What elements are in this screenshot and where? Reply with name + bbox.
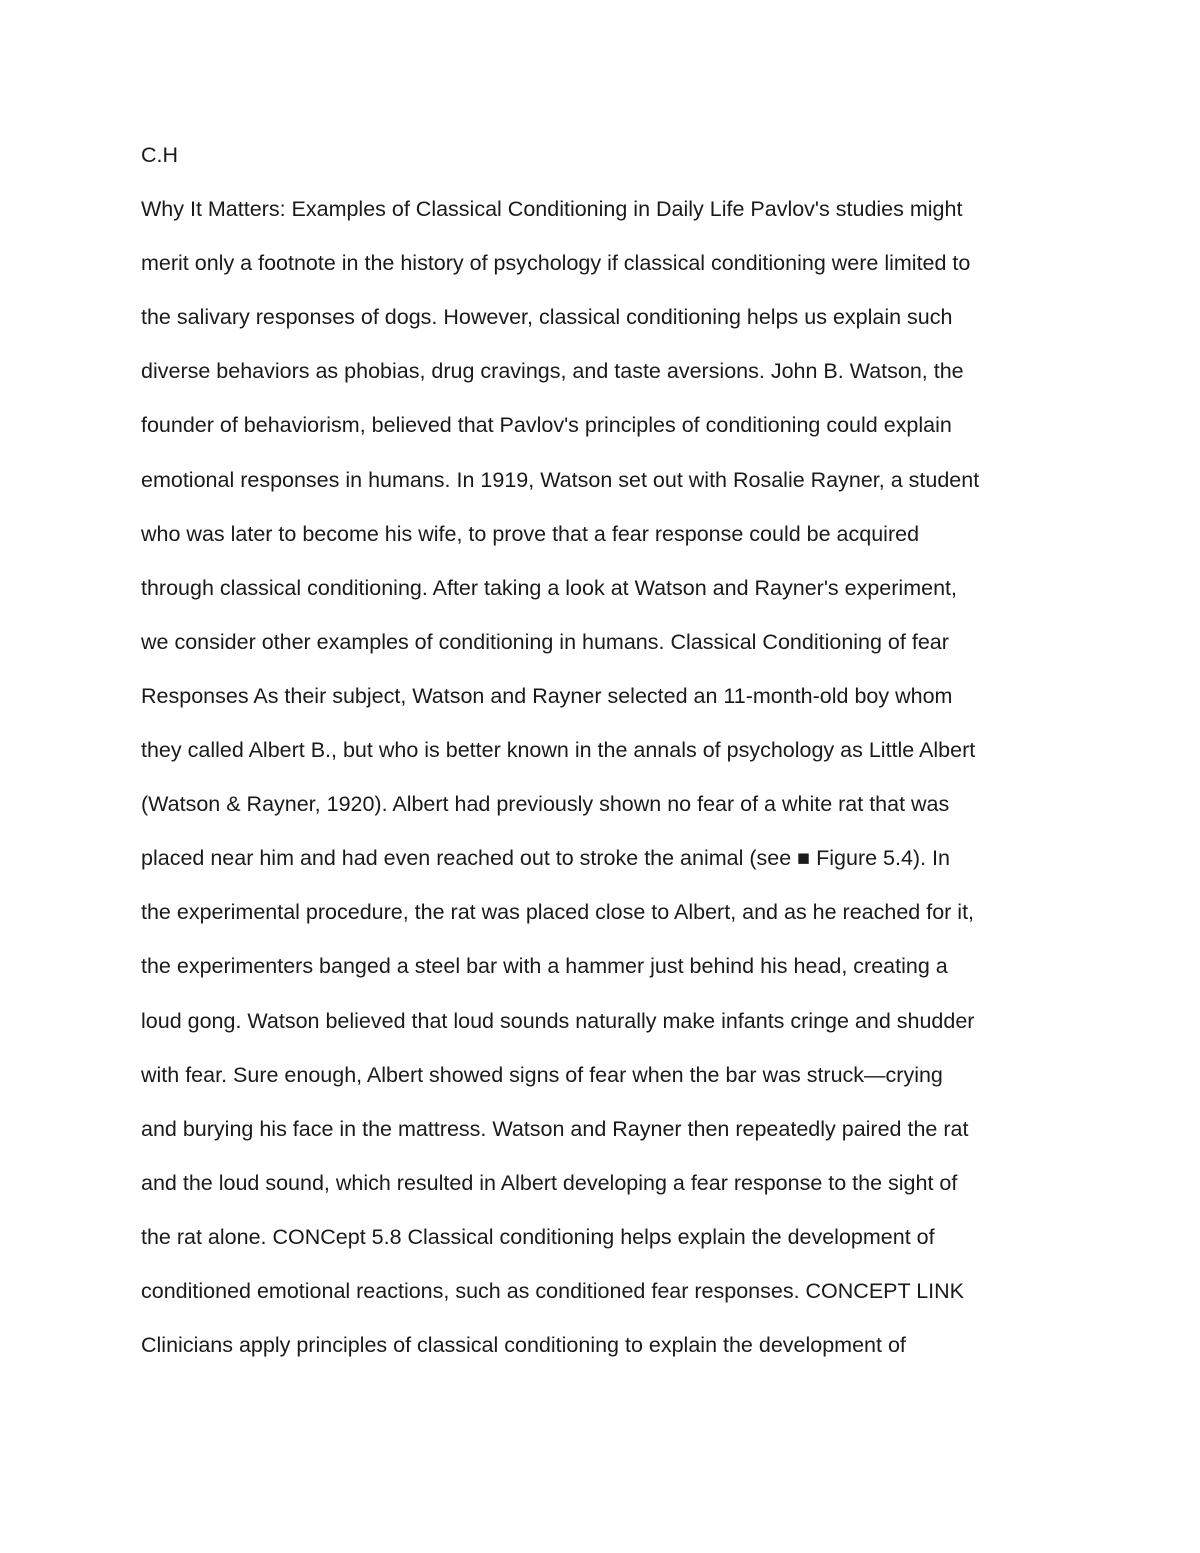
text-line: and the loud sound, which resulted in Albert developing a fear response to the sight of xyxy=(141,1170,958,1195)
text-line: they called Albert B., but who is better known in the annals of psychology as Little Albert xyxy=(141,738,976,763)
text-line: the rat alone. CONCept 5.8 Classical conditioning helps explain the development of xyxy=(141,1224,935,1249)
text-line: through classical conditioning. After taking a look at Watson and Rayner's experiment, xyxy=(141,575,957,600)
document-body xyxy=(141,132,1081,1376)
document-header: C.H xyxy=(141,143,179,167)
text-line: diverse behaviors as phobias, drug cravings, and taste aversions. John B. Watson, the xyxy=(141,359,964,384)
text-line: merit only a footnote in the history of psychology if classical conditioning were limited to xyxy=(141,251,971,276)
text-line: with fear. Sure enough, Albert showed signs of fear when the bar was struck—crying xyxy=(141,1062,943,1087)
text-line: we consider other examples of conditioning in humans. Classical Conditioning of fear xyxy=(141,629,949,654)
text-line: founder of behaviorism, believed that Pavlov's principles of conditioning could explain xyxy=(141,413,952,438)
text-line: emotional responses in humans. In 1919, Watson set out with Rosalie Rayner, a student xyxy=(141,467,980,492)
text-line: and burying his face in the mattress. Watson and Rayner then repeatedly paired the rat xyxy=(141,1116,969,1141)
text-line: the experimental procedure, the rat was placed close to Albert, and as he reached for it, xyxy=(141,900,975,925)
text-line: the experimenters banged a steel bar with a hammer just behind his head, creating a xyxy=(141,954,948,979)
text-line: Why It Matters: Examples of Classical Conditioning in Daily Life Pavlov's studies might xyxy=(141,197,963,222)
text-line: (Watson & Rayner, 1920). Albert had previously shown no fear of a white rat that was xyxy=(141,792,950,817)
text-line: Clinicians apply principles of classical conditioning to explain the development of xyxy=(141,1333,906,1358)
text-line: who was later to become his wife, to prove that a fear response could be acquired xyxy=(141,521,920,546)
text-line: conditioned emotional reactions, such as conditioned fear responses. CONCEPT LINK xyxy=(141,1278,965,1303)
text-line: loud gong. Watson believed that loud sounds naturally make infants cringe and shudder xyxy=(141,1008,975,1033)
text-line: placed near him and had even reached out to stroke the animal (see ■ Figure 5.4). In xyxy=(141,846,950,871)
text-line: Responses As their subject, Watson and Rayner selected an 11-month-old boy whom xyxy=(141,683,953,708)
text-line: the salivary responses of dogs. However, classical conditioning helps us explain such xyxy=(141,305,953,330)
